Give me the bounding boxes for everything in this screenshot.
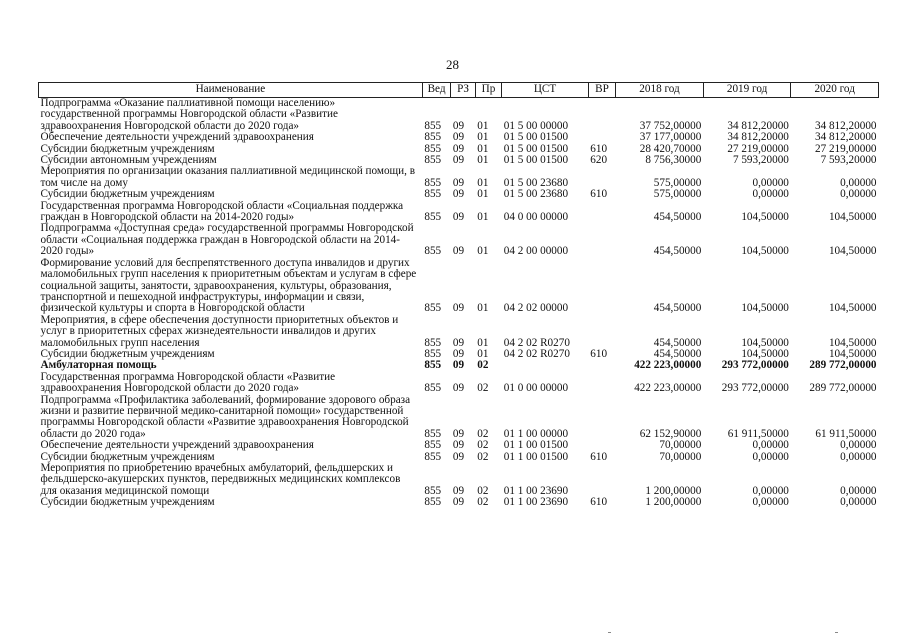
cell-2018: 454,50000 xyxy=(653,347,702,360)
header-2018: 2018 год xyxy=(616,83,704,98)
cell-vr xyxy=(588,132,615,143)
cell-name: Подпрограмма «Доступная среда» государственной программы Новгородской области «Социальная поддержка граждан в Новгородской области на 2014-2020 годы» xyxy=(40,222,414,258)
cell-ved: 855 xyxy=(424,119,442,132)
cell-ved: 855 xyxy=(424,427,442,440)
cell-2018: 454,50000 xyxy=(653,245,702,258)
cell-pr: 02 xyxy=(477,359,489,372)
cell-2020: 0,00000 xyxy=(840,439,877,452)
page-number: 28 xyxy=(446,57,459,72)
header-pr: Пр xyxy=(475,83,501,98)
header-2020: 2020 год xyxy=(791,83,879,98)
scan-mark xyxy=(835,632,838,633)
cell-2019: 293 772,00000 xyxy=(721,359,789,372)
cell-2020: 0,00000 xyxy=(840,450,877,463)
cell-cst: 04 2 00 00000 xyxy=(503,245,569,258)
cell-2019: 293 772,00000 xyxy=(721,382,789,395)
cell-cst: 01 5 00 23680 xyxy=(503,176,569,189)
cell-cst: 01 5 00 00000 xyxy=(503,119,569,132)
cell-cst xyxy=(502,360,589,371)
cell-pr: 01 xyxy=(477,188,489,201)
cell-pr: 02 xyxy=(477,427,489,440)
table-row xyxy=(39,201,879,224)
cell-cst: 01 5 00 01500 xyxy=(503,131,569,144)
cell-2020: 104,50000 xyxy=(828,302,877,315)
cell-cst: 01 1 00 01500 xyxy=(503,450,569,463)
cell-2018: 454,50000 xyxy=(653,336,702,349)
cell-cst: 04 2 02 00000 xyxy=(503,302,569,315)
cell-name: Мероприятия по приобретению врачебных амбулаторий, фельдшерских и фельдшерско-акушерских пунктов, передвижных медицинских комплексов для оказания медицинской помощи xyxy=(40,462,401,497)
cell-ved: 855 xyxy=(424,359,442,372)
header-cst: ЦСТ xyxy=(502,83,589,98)
cell-ved: 855 xyxy=(424,439,442,452)
cell-ved: 855 xyxy=(424,211,442,224)
cell-cst: 01 5 00 01500 xyxy=(503,142,569,155)
cell-vr xyxy=(588,395,615,441)
cell-vr xyxy=(588,223,615,257)
cell-pr: 02 xyxy=(477,382,489,395)
cell-rz: 09 xyxy=(452,347,465,360)
cell-cst: 01 5 00 01500 xyxy=(503,154,569,167)
cell-2019: 104,50000 xyxy=(741,302,789,315)
cell-2018: 454,50000 xyxy=(653,211,702,224)
scan-mark xyxy=(608,632,611,633)
cell-2020: 289 772,00000 xyxy=(809,359,877,372)
cell-rz: 09 xyxy=(452,427,465,440)
cell-cst: 01 5 00 23680 xyxy=(503,188,569,201)
table-row xyxy=(39,395,879,441)
cell-rz: 09 xyxy=(452,176,465,189)
cell-rz: 09 xyxy=(452,484,465,497)
cell-2019: 0,00000 xyxy=(752,176,789,189)
table-body xyxy=(39,98,879,509)
table-row xyxy=(39,440,879,451)
cell-ved: 855 xyxy=(424,302,442,315)
cell-2019: 34 812,20000 xyxy=(727,131,789,144)
cell-name: Субсидии бюджетным учреждениям xyxy=(40,450,215,463)
cell-2018: 37 752,00000 xyxy=(639,119,702,132)
header-rz: РЗ xyxy=(451,83,475,98)
cell-ved: 855 xyxy=(424,245,442,258)
cell-vr xyxy=(588,258,615,315)
cell-2020: 104,50000 xyxy=(828,336,877,349)
cell-2019: 34 812,20000 xyxy=(727,119,789,132)
table-row xyxy=(39,372,879,395)
cell-rz: 09 xyxy=(452,245,465,258)
table-row xyxy=(39,315,879,349)
cell-vr: 610 xyxy=(590,450,608,463)
cell-rz: 09 xyxy=(452,188,465,201)
header-vr: ВР xyxy=(588,83,615,98)
cell-2018: 422 223,00000 xyxy=(634,359,702,372)
cell-pr: 01 xyxy=(477,119,489,132)
header-ved: Вед xyxy=(422,83,451,98)
cell-2019: 0,00000 xyxy=(752,439,789,452)
cell-ved: 855 xyxy=(424,154,442,167)
budget-table xyxy=(38,82,879,509)
cell-2020: 34 812,20000 xyxy=(814,131,877,144)
cell-rz: 09 xyxy=(452,439,465,452)
cell-pr: 02 xyxy=(477,484,489,497)
cell-vr xyxy=(588,166,615,189)
cell-vr: 610 xyxy=(590,142,608,155)
cell-2020: 0,00000 xyxy=(840,484,877,497)
cell-2018: 70,00000 xyxy=(659,450,702,463)
cell-2019: 0,00000 xyxy=(752,188,789,201)
header-name: Наименование xyxy=(39,83,423,98)
cell-2018: 1 200,00000 xyxy=(645,496,702,509)
cell-vr xyxy=(588,372,615,395)
cell-cst: 04 2 02 R0270 xyxy=(503,336,570,349)
cell-rz: 09 xyxy=(452,336,465,349)
table-row xyxy=(39,223,879,257)
cell-vr: 610 xyxy=(590,496,608,509)
table-row xyxy=(39,98,879,133)
cell-pr: 02 xyxy=(477,439,489,452)
cell-name: Государственная программа Новгородской области «Развитие здравоохранения Новгородской области до 2020 года» xyxy=(40,370,336,395)
cell-cst: 01 1 00 23690 xyxy=(503,496,569,509)
table-row xyxy=(39,463,879,497)
cell-2019: 0,00000 xyxy=(752,496,789,509)
cell-2020: 0,00000 xyxy=(840,176,877,189)
cell-2020: 289 772,00000 xyxy=(809,382,877,395)
cell-2020: 104,50000 xyxy=(828,211,877,224)
cell-name: Субсидии бюджетным учреждениям xyxy=(40,347,215,360)
cell-rz: 09 xyxy=(452,131,465,144)
cell-vr xyxy=(588,360,615,371)
cell-vr xyxy=(588,201,615,224)
cell-2020: 0,00000 xyxy=(840,188,877,201)
cell-vr xyxy=(588,315,615,349)
cell-rz: 09 xyxy=(452,359,465,372)
cell-pr: 01 xyxy=(477,176,489,189)
cell-2020: 104,50000 xyxy=(828,245,877,258)
table-header-row xyxy=(39,83,879,98)
table-row xyxy=(39,132,879,143)
cell-pr: 02 xyxy=(477,450,489,463)
cell-cst: 01 1 00 01500 xyxy=(503,439,569,452)
cell-cst: 04 0 00 00000 xyxy=(503,211,569,224)
cell-name: Субсидии бюджетным учреждениям xyxy=(40,142,215,155)
cell-ved: 855 xyxy=(424,382,442,395)
cell-rz: 09 xyxy=(452,496,465,509)
cell-pr: 01 xyxy=(477,347,489,360)
cell-2018: 575,00000 xyxy=(653,188,702,201)
cell-2020: 27 219,00000 xyxy=(814,142,877,155)
cell-2019: 104,50000 xyxy=(741,245,789,258)
cell-rz: 09 xyxy=(452,302,465,315)
cell-cst: 01 1 00 00000 xyxy=(503,427,569,440)
cell-name: Государственная программа Новгородской области «Социальная поддержка граждан в Новгородской области на 2014-2020 годы» xyxy=(40,199,404,224)
cell-2019: 0,00000 xyxy=(752,450,789,463)
cell-2018: 8 756,30000 xyxy=(645,154,702,167)
cell-rz: 09 xyxy=(452,382,465,395)
cell-cst: 04 2 02 R0270 xyxy=(503,347,570,360)
cell-ved: 855 xyxy=(424,176,442,189)
cell-2019: 61 911,50000 xyxy=(727,427,789,440)
cell-vr xyxy=(588,98,615,133)
cell-2019: 104,50000 xyxy=(741,336,789,349)
cell-cst: 01 0 00 00000 xyxy=(503,382,569,395)
cell-ved: 855 xyxy=(424,188,442,201)
cell-vr xyxy=(588,440,615,451)
table-row xyxy=(39,189,879,200)
cell-vr: 610 xyxy=(590,188,608,201)
cell-name: Формирование условий для беспрепятственного доступа инвалидов и других маломобильных групп населения к приоритетным объектам и услугам в сфере социальной защиты, занятости, здравоохранения, культуры, образования, транспортной и пешеходной инфраструктуры, информации и связи, физической культуры и спорта в Новгородской области xyxy=(40,256,417,315)
cell-2020: 0,00000 xyxy=(840,496,877,509)
cell-2018: 1 200,00000 xyxy=(645,484,702,497)
cell-name: Субсидии бюджетным учреждениям xyxy=(40,496,215,509)
cell-name: Субсидии автономным учреждениям xyxy=(40,154,217,167)
cell-name: Подпрограмма «Профилактика заболеваний, формирование здорового образа жизни и развитие первичной медико-санитарной помощи» государственной программы Новгородской области «Развитие здравоохранения Новгородской области до 2020 года» xyxy=(40,393,411,440)
cell-name: Субсидии бюджетным учреждениям xyxy=(40,188,215,201)
cell-rz: 09 xyxy=(452,142,465,155)
cell-pr: 01 xyxy=(477,336,489,349)
cell-2020: 34 812,20000 xyxy=(814,119,877,132)
cell-ved: 855 xyxy=(424,131,442,144)
cell-vr xyxy=(588,463,615,497)
cell-pr: 01 xyxy=(477,131,489,144)
cell-pr: 01 xyxy=(477,142,489,155)
cell-2018: 454,50000 xyxy=(653,302,702,315)
cell-pr: 01 xyxy=(477,302,489,315)
cell-2020: 7 593,20000 xyxy=(820,154,877,167)
cell-rz: 09 xyxy=(452,154,465,167)
cell-rz: 09 xyxy=(452,450,465,463)
cell-2019: 0,00000 xyxy=(752,484,789,497)
cell-name: Обеспечение деятельности учреждений здравоохранения xyxy=(40,131,314,144)
cell-2019: 104,50000 xyxy=(741,347,789,360)
cell-rz: 09 xyxy=(452,119,465,132)
cell-name: Подпрограмма «Оказание паллиативной помощи населению» государственной программы Новгородской области «Развитие здравоохранения Новгородской области до 2020 года» xyxy=(40,97,338,132)
cell-2018: 575,00000 xyxy=(653,176,702,189)
cell-vr: 610 xyxy=(590,347,608,360)
cell-pr: 02 xyxy=(477,496,489,509)
cell-2018: 28 420,70000 xyxy=(639,142,702,155)
cell-ved: 855 xyxy=(424,347,442,360)
cell-pr: 01 xyxy=(477,154,489,167)
table-row xyxy=(39,497,879,508)
cell-name: Обеспечение деятельности учреждений здравоохранения xyxy=(40,439,314,452)
cell-ved: 855 xyxy=(424,484,442,497)
cell-ved: 855 xyxy=(424,450,442,463)
cell-2018: 62 152,90000 xyxy=(639,427,702,440)
cell-2019: 27 219,00000 xyxy=(727,142,789,155)
cell-2018: 70,00000 xyxy=(659,439,702,452)
cell-2020: 104,50000 xyxy=(828,347,877,360)
cell-pr: 01 xyxy=(477,245,489,258)
cell-2018: 422 223,00000 xyxy=(634,382,702,395)
cell-cst: 01 1 00 23690 xyxy=(503,484,569,497)
cell-name: Амбулаторная помощь xyxy=(40,359,157,372)
cell-2020: 61 911,50000 xyxy=(815,427,877,440)
cell-ved: 855 xyxy=(424,142,442,155)
cell-2019: 104,50000 xyxy=(741,211,789,224)
cell-pr: 01 xyxy=(477,211,489,224)
cell-vr: 620 xyxy=(590,154,608,167)
cell-name: Мероприятия по организации оказания паллиативной медицинской помощи, в том числе на дому xyxy=(40,165,416,189)
cell-ved: 855 xyxy=(424,496,442,509)
cell-2019: 7 593,20000 xyxy=(732,154,789,167)
cell-name: Мероприятия, в сфере обеспечения доступности приоритетных объектов и услуг в приоритетных сферах жизнедеятельности инвалидов и других маломобильных групп населения xyxy=(40,313,399,349)
cell-rz: 09 xyxy=(452,211,465,224)
cell-ved: 855 xyxy=(424,336,442,349)
table-row xyxy=(39,166,879,189)
table-row xyxy=(39,258,879,315)
cell-2018: 37 177,00000 xyxy=(639,131,702,144)
header-2019: 2019 год xyxy=(703,83,791,98)
